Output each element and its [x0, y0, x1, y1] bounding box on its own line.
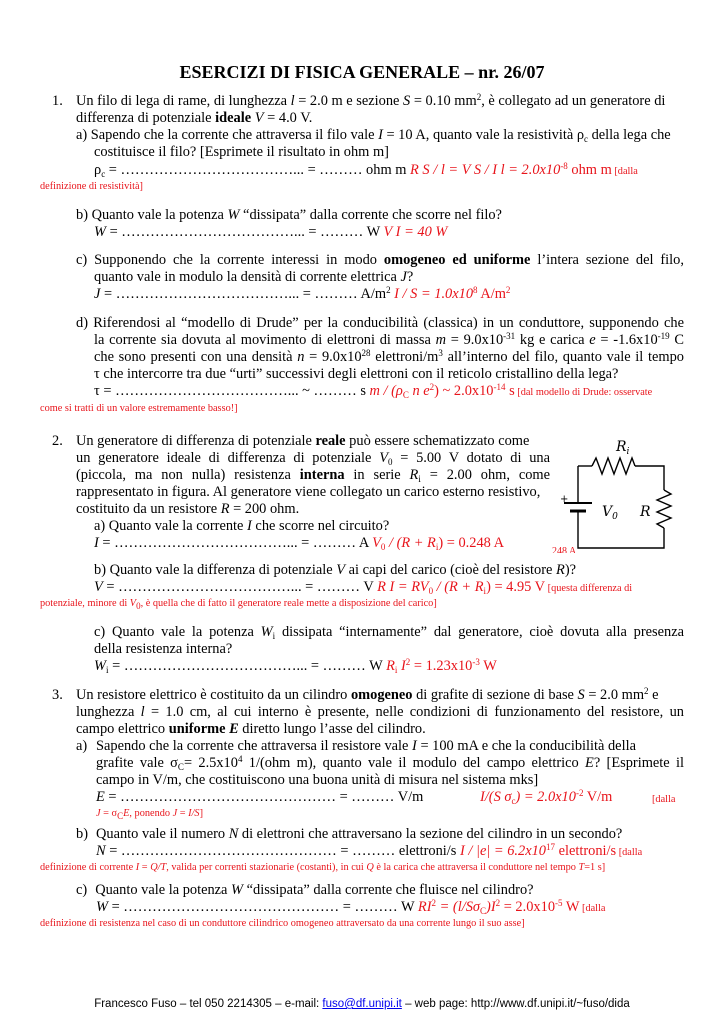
- v0-label: $V_0$: [602, 504, 618, 522]
- question-2c: c) Quanto vale la potenza $W_i$ dissipata “internamente” dal generatore, cioè dovuta alla presenza: [94, 624, 684, 641]
- battery-plus-label: +: [560, 494, 569, 505]
- question-1a: a) Sapendo che la corrente che attraversa il filo vale I = 10 A, quanto vale la resistività $\rho_c$ della lega che: [76, 127, 671, 144]
- question-2c-line-2: della resistenza interna?: [94, 641, 233, 657]
- question-3c: c) Quanto vale la potenza W “dissipata” dalla corrente che fluisce nel cilindro?: [76, 882, 534, 898]
- answer-1d-note: come si tratti di un valore estremamente basso!]: [40, 403, 238, 414]
- answer-3a-note-start: [dalla: [652, 794, 676, 805]
- answer-1b: W = ………………………………... = ……… W V I = 40 W: [94, 224, 448, 240]
- exercise-2-line-3: (piccola, ma non nulla) resistenza interna in serie $R_i = 2.00$ ohm, come: [76, 467, 550, 484]
- answer-3a-note: $J = \sigma_CE$, ponendo J = I/S]: [96, 808, 204, 821]
- email-link[interactable]: fuso@df.unipi.it: [322, 998, 402, 1010]
- question-2b: b) Quanto vale la differenza di potenziale V ai capi del carico (cioè del resistore R)?: [94, 562, 577, 578]
- question-1c: c) Supponendo che la corrente interessi in modo omogeneo ed uniforme l’intera sezione del filo,: [76, 252, 684, 268]
- circuit-diagram: [556, 436, 690, 556]
- question-2a: a) Quanto vale la corrente I che scorre nel circuito?: [94, 518, 390, 534]
- answer-1a: $\rho_c$ = ………………………………... = ……… ohm m R S / l = V S / I $l = 2.0x10^{-8}$ ohm m [dalla: [94, 161, 638, 179]
- answer-3b: N = ……………………………………… = ……… elettroni/s $I / |e| = 6.2x10^{17}$ elettroni/s [dalla: [96, 842, 643, 859]
- exercise-3-line-3: campo elettrico uniforme E diretto lungo l’asse del cilindro.: [76, 721, 426, 737]
- answer-3c-note: definizione di resistenza nel caso di un conduttore cilindrico omogeneo attraversato da una corrente lungo il suo asse]: [40, 918, 525, 929]
- circuit-wire-bottom: [578, 518, 664, 548]
- exercise-2-line-5: costituito da un resistore R = 200 ohm.: [76, 501, 300, 517]
- answer-3a: E = ……………………………………… = ……… V/m: [96, 789, 424, 805]
- answer-2c: $W_i$ = ………………………………... = ……… W $R_i$ $I^2 = 1.23x10^{-3}$ W: [94, 657, 497, 675]
- exercise-1-line-2: differenza di potenziale ideale V = 4.0 V.: [76, 110, 313, 126]
- question-1d-line-4: τ che intercorre tra due “urti” successivi degli elettroni con il reticolo cristallino della lega?: [94, 366, 619, 382]
- circuit-wire-top-right: [635, 466, 664, 490]
- answer-3a-result: I/(S $\sigma_c) = 2.0x10^{-2}$ V/m: [480, 788, 613, 806]
- exercise-1-line-1: 1. Un filo di lega di rame, di lunghezza l = 2.0 m e sezione S = 0.10 $mm^2$, è collegato ad un generatore di: [52, 92, 666, 109]
- load-resistor-icon: [657, 490, 671, 528]
- answer-2a: I = ………………………………... = ……… A $V_0 / (R + R_i) = 0.248$ A: [94, 535, 505, 552]
- answer-2b: V = ………………………………... = ……… V R $I = RV_0 / (R + R_i) = 4.95$ V [questa differenza di: [94, 579, 633, 596]
- r-label: R: [640, 504, 651, 520]
- answer-1d: τ = ………………………………... ~ ……… s m / ($\rho_C$ n $e^2$) ~ $2.0x10^{-14}$ s [dal modello di Drude: osservate: [94, 382, 653, 400]
- internal-resistor-icon: [592, 458, 635, 474]
- question-1a-line-2: costituisce il filo? [Esprimete il risultato in ohm m]: [94, 144, 389, 160]
- question-1d-line-3: che sono presenti con una densità $n = 9.0x10^{28}$ elettroni/$m^3$ all’interno del filo, quanto vale il tempo: [94, 348, 684, 365]
- question-3a-line-3: campo in V/m, che costituiscono una buona unità di misura nel sistema mks]: [96, 772, 539, 788]
- exercise-2-line-4: rappresentato in figura. Al generatore viene collegato un carico esterno resistivo,: [76, 484, 541, 500]
- clipped-answer-fragment: 248 A: [552, 547, 577, 553]
- answer-1c: J = ………………………………... = ……… $A/m^2$ $I / S = 1.0x10^8$ $A/m^2$: [94, 285, 511, 302]
- exercise-2-line-1: 2. Un generatore di differenza di potenziale reale può essere schematizzato come: [52, 433, 530, 449]
- answer-2b-note: potenziale, minore di $V_0$, è quella che di fatto il generatore reale mette a disposizione del carico]: [40, 598, 437, 611]
- question-3a-line-2: grafite vale $\sigma_C= 2.5x10^4$ 1/(ohm m), quanto vale il modulo del campo elettrico E? [Esprimete il: [96, 754, 684, 772]
- answer-3b-note: definizione di corrente I = Q/T, valida per correnti stazionarie (costanti), in cui Q è la carica che attraversa il conduttore nel tempo T=1 s]: [40, 862, 606, 873]
- question-1b: b) Quanto vale la potenza W “dissipata” dalla corrente che scorre nel filo?: [76, 207, 502, 223]
- question-1d-line-2: la corrente sia dovuta al movimento di elettroni di massa $m = 9.0x10^{-31}$ kg e carica $e = -1.6x10^{-19}$ C: [94, 331, 685, 348]
- question-3b: b) Quanto vale il numero N di elettroni che attraversano la sezione del cilindro in un secondo?: [76, 826, 623, 842]
- ri-label: $R_i$: [616, 439, 630, 457]
- answer-3c: W = ……………………………………… = ……… W $RI^2 = (l/S\sigma_C)I^2 = 2.0x10^{-5}$ W [dalla: [96, 898, 606, 916]
- answer-1a-note: definizione di resistività]: [40, 181, 143, 192]
- exercise-3-line-2: lunghezza l = 1.0 cm, al cui interno è presente, nelle condizioni di funzionamento del resistore, un: [76, 704, 684, 720]
- question-1c-line-2: quanto vale in modulo la densità di corrente elettrica J?: [94, 269, 414, 285]
- question-3a: a) Sapendo che la corrente che attraversa il resistore vale I = 100 mA e che la conducibilità della: [76, 738, 636, 754]
- page-footer: Francesco Fuso – tel 050 2214305 – e-mail: fuso@df.unipi.it – web page: http://www.df.unipi.it/~fuso/dida: [94, 998, 630, 1010]
- exercise-3-line-1: 3. Un resistore elettrico è costituito da un cilindro omogeneo di grafite di sezione di base S = 2.0 $mm^2$ e: [52, 686, 659, 703]
- page-title: ESERCIZI DI FISICA GENERALE – nr. 26/07: [179, 62, 545, 82]
- question-1d: d) Riferendosi al “modello di Drude” per la conducibilità (classica) in un conduttore, supponendo che: [76, 315, 684, 331]
- exercise-2-line-2: un generatore ideale di differenza di potenziale $V_0 = 5.00$ V dotato di una: [76, 450, 551, 467]
